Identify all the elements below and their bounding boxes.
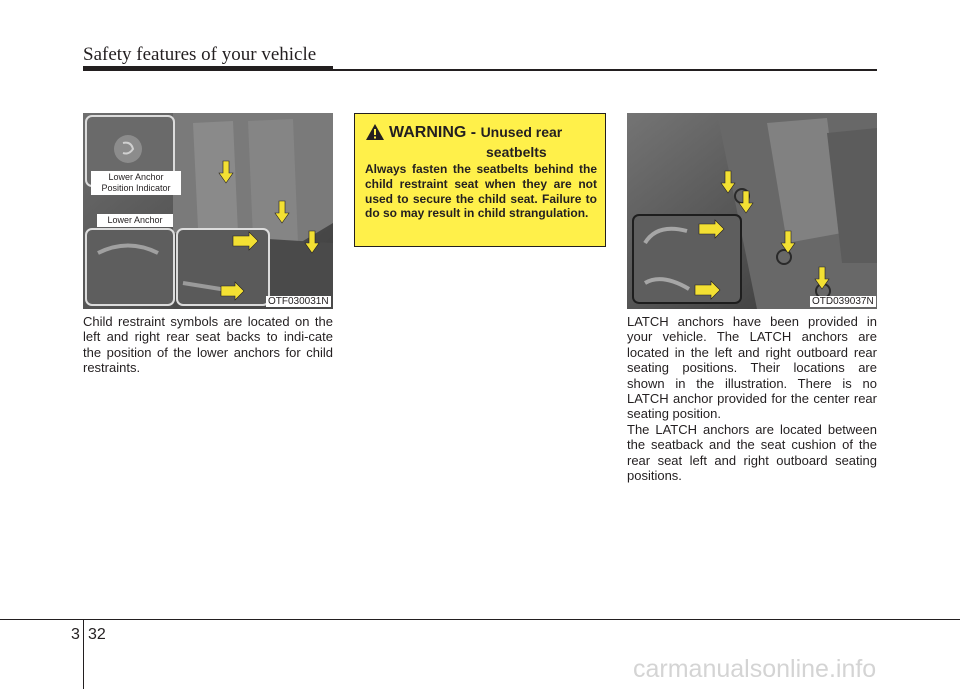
- warning-body: Always fasten the seatbelts behind the child restraint seat when they are not used to secure the child seat. Failure to do so may result in child strangulation.: [365, 162, 597, 221]
- rear-seat-photo-left: [83, 113, 333, 309]
- footer-divider: [83, 619, 84, 689]
- header-rule-thin: [333, 69, 877, 71]
- warning-title: WARNING - Unused rear: [389, 124, 563, 141]
- header-rule-thick: [83, 66, 333, 71]
- warning-subtitle: seatbelts: [486, 144, 547, 160]
- page-header-title: Safety features of your vehicle: [83, 44, 317, 65]
- warning-triangle-icon: [365, 123, 385, 141]
- footer-rule: [0, 619, 960, 620]
- chapter-number: 3: [71, 626, 80, 643]
- page-number: 32: [88, 626, 106, 643]
- left-body-text: Child restraint symbols are located on the left and right rear seat backs to indi-cate the position of the lower anchors for child restraints.: [83, 314, 333, 376]
- anchor-inset-left: [86, 229, 174, 305]
- right-body-para-2: The LATCH anchors are located between the seatback and the seat cushion of the rear seat left and right outboard seating positions.: [627, 422, 877, 484]
- child-restraint-symbol-illustration: [83, 113, 333, 309]
- watermark: carmanualsonline.info: [633, 655, 877, 683]
- figure-code: OTD039037N: [812, 296, 874, 307]
- warning-box: [354, 113, 606, 247]
- latch-anchor-illustration: [627, 113, 877, 309]
- lower-anchor-position-indicator-callout: Lower Anchor Position Indicator: [91, 171, 181, 195]
- right-body-para-1: LATCH anchors have been provided in your vehicle. The LATCH anchors are located in the left and right outboard rear seating positions. Their locations are shown in the illustration. There is no LATCH anchor provided for the center rear seating position.: [627, 314, 877, 422]
- rear-seat-photo-right: [627, 113, 877, 309]
- lower-anchor-callout: Lower Anchor: [97, 214, 173, 227]
- figure-code: OTF030031N: [268, 296, 329, 307]
